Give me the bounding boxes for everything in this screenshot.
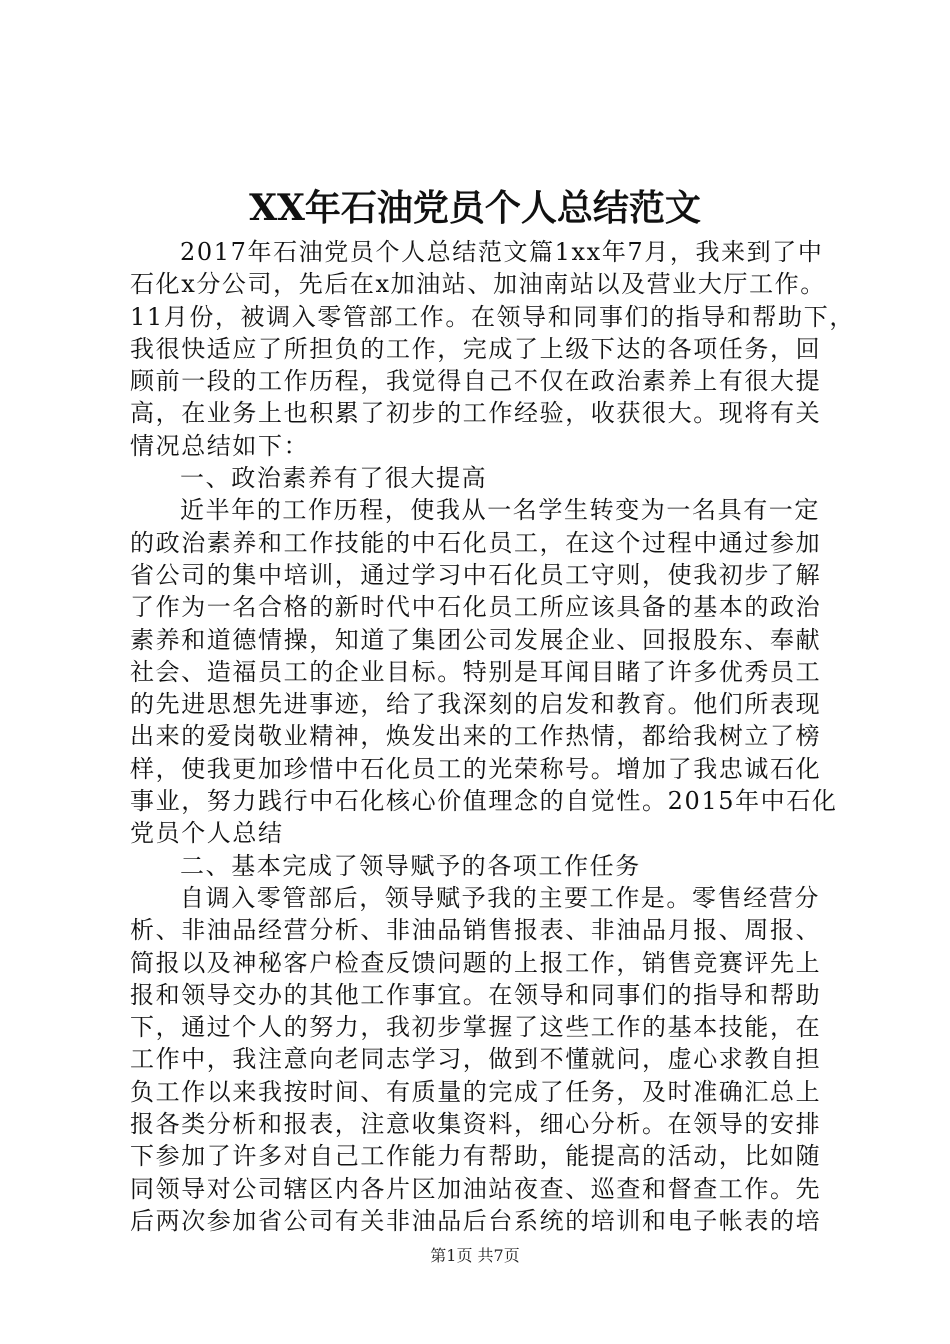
text-line: 工作中，我注意向老同志学习，做到不懂就问，虚心求教自担 xyxy=(130,1045,822,1074)
text-line: 高，在业务上也积累了初步的工作经验，收获很大。现将有关 xyxy=(130,399,822,428)
text-line: 析、非油品经营分析、非油品销售报表、非油品月报、周报、 xyxy=(130,916,822,945)
text-line: 顾前一段的工作历程，我觉得自己不仅在政治素养上有很大提 xyxy=(130,367,822,396)
text-line: 样，使我更加珍惜中石化员工的光荣称号。增加了我忠诚石化 xyxy=(130,754,822,783)
text-line: 了作为一名合格的新时代中石化员工所应该具备的基本的政治 xyxy=(130,593,822,622)
text-line: 我很快适应了所担负的工作，完成了上级下达的各项任务，回 xyxy=(130,334,822,363)
text-line: 的先进思想先进事迹，给了我深刻的启发和教育。他们所表现 xyxy=(130,690,822,719)
text-line: 报各类分析和报表，注意收集资料，细心分析。在领导的安排 xyxy=(130,1110,822,1139)
text-line: 下，通过个人的努力，我初步掌握了这些工作的基本技能，在 xyxy=(130,1013,822,1042)
text-line: 后两次参加省公司有关非油品后台系统的培训和电子帐表的培 xyxy=(130,1206,822,1235)
text-line: 石化x分公司，先后在x加油站、加油南站以及营业大厅工作。 xyxy=(130,270,826,299)
text-line: 下参加了许多对自己工作能力有帮助，能提高的活动，比如随 xyxy=(130,1142,822,1171)
document-title: XX年石油党员个人总结范文 xyxy=(249,187,701,229)
text-line: 党员个人总结 xyxy=(130,819,284,848)
text-line: 情况总结如下： xyxy=(130,431,310,460)
text-line: 省公司的集中培训，通过学习中石化员工守则，使我初步了解 xyxy=(130,560,822,589)
text-line: 2017年石油党员个人总结范文篇1xx年7月，我来到了中 xyxy=(180,238,824,266)
text-line: 出来的爱岗敬业精神，焕发出来的工作热情，都给我树立了榜 xyxy=(130,722,822,751)
text-line: 报和领导交办的其他工作事宜。在领导和同事们的指导和帮助 xyxy=(130,980,822,1009)
text-line: 同领导对公司辖区内各片区加油站夜查、巡查和督查工作。先 xyxy=(130,1174,822,1203)
text-line: 的政治素养和工作技能的中石化员工，在这个过程中通过参加 xyxy=(130,528,822,557)
text-line: 自调入零管部后，领导赋予我的主要工作是。零售经营分 xyxy=(180,883,820,912)
page-number-footer: 第1页 共7页 xyxy=(430,1246,520,1265)
text-line: 11月份，被调入零管部工作。在领导和同事们的指导和帮助下， xyxy=(130,302,855,331)
text-line: 近半年的工作历程，使我从一名学生转变为一名具有一定 xyxy=(180,496,820,525)
text-line: 事业，努力践行中石化核心价值理念的自觉性。2015年中石化 xyxy=(130,787,838,816)
section-heading-2: 二、基本完成了领导赋予的各项工作任务 xyxy=(180,851,641,880)
document-body xyxy=(130,236,855,1237)
text-line: 社会、造福员工的企业目标。特别是耳闻目睹了许多优秀员工 xyxy=(130,657,822,686)
text-line: 素养和道德情操，知道了集团公司发展企业、回报股东、奉献 xyxy=(130,625,822,654)
text-line: 简报以及神秘客户检查反馈问题的上报工作，销售竞赛评先上 xyxy=(130,948,822,977)
text-line: 负工作以来我按时间、有质量的完成了任务，及时准确汇总上 xyxy=(130,1077,822,1106)
section-heading-1: 一、政治素养有了很大提高 xyxy=(180,464,488,493)
